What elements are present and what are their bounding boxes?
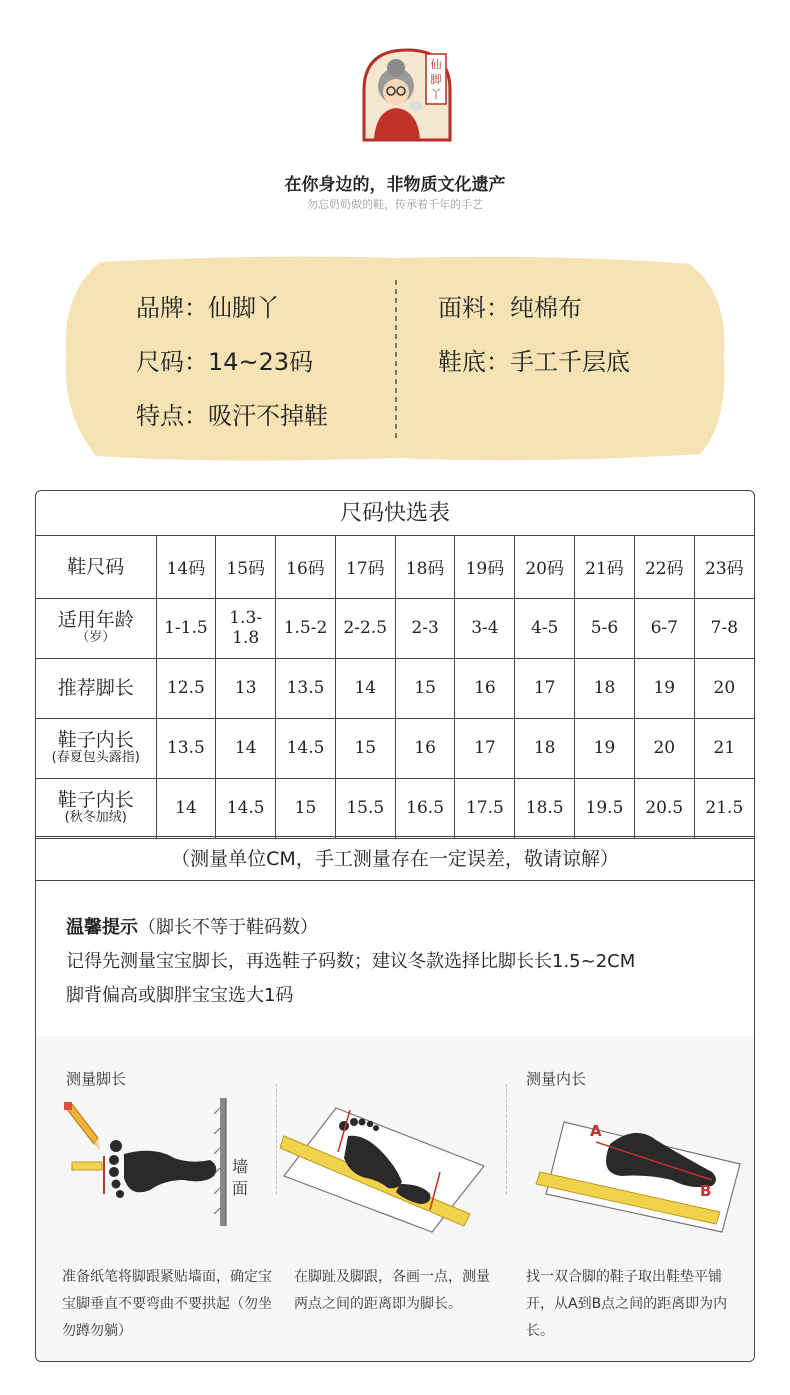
insole-measure-illustration — [526, 1100, 746, 1250]
point-a-label: A — [590, 1122, 602, 1140]
size-table-row — [36, 778, 754, 838]
size-cell: 14码 — [156, 536, 216, 598]
size-cell: 7-8 — [694, 598, 754, 658]
divider — [276, 1084, 277, 1194]
size-cell: 14.5 — [216, 778, 276, 838]
size-cell: 19.5 — [575, 778, 635, 838]
size-table — [36, 536, 754, 839]
size-cell: 19 — [575, 718, 635, 778]
size-cell: 18 — [515, 718, 575, 778]
size-table-row — [36, 598, 754, 658]
size-cell: 21 — [694, 718, 754, 778]
size-cell: 12.5 — [156, 658, 216, 718]
size-table-row — [36, 718, 754, 778]
measure-guide — [36, 1036, 754, 1362]
step-2-description: 在脚趾及脚跟，各画一点，测量两点之间的距离即为脚长。 — [294, 1269, 490, 1312]
row-label — [36, 658, 156, 718]
size-cell: 18.5 — [515, 778, 575, 838]
size-cell: 1.3-1.8 — [216, 598, 276, 658]
feature-text: 特点：吸汗不掉鞋 — [136, 402, 328, 430]
svg-text:仙: 仙 — [430, 58, 442, 71]
svg-text:丫: 丫 — [430, 88, 442, 101]
size-cell: 20 — [634, 718, 694, 778]
size-cell: 20码 — [515, 536, 575, 598]
size-cell: 4-5 — [515, 598, 575, 658]
tips-title-sub: （脚长不等于鞋码数） — [138, 917, 318, 938]
svg-text:脚: 脚 — [430, 73, 442, 86]
size-cell: 20 — [694, 658, 754, 718]
sole-text: 鞋底：手工千层底 — [438, 348, 630, 376]
size-cell: 2-3 — [395, 598, 455, 658]
size-cell: 15码 — [216, 536, 276, 598]
size-cell: 14 — [335, 658, 395, 718]
size-cell: 21码 — [575, 536, 635, 598]
row-label-sub: （岁） — [76, 630, 116, 645]
size-table-row — [36, 658, 754, 718]
size-cell: 17码 — [335, 536, 395, 598]
size-cell: 17 — [455, 718, 515, 778]
size-cell: 20.5 — [634, 778, 694, 838]
size-cell: 15.5 — [335, 778, 395, 838]
size-table-title: 尺码快选表 — [36, 491, 754, 536]
measure-foot-title: 测量脚长 — [66, 1070, 127, 1088]
size-cell: 15 — [395, 658, 455, 718]
measure-inner-title: 测量内长 — [526, 1070, 587, 1088]
wall-label-2: 面 — [232, 1179, 249, 1198]
size-cell: 1-1.5 — [156, 598, 216, 658]
measurement-note: （测量单位CM，手工测量存在一定误差，敬请谅解） — [36, 836, 754, 881]
size-cell: 14.5 — [276, 718, 336, 778]
size-cell: 18码 — [395, 536, 455, 598]
size-cell: 17 — [515, 658, 575, 718]
size-range-text: 尺码：14~23码 — [136, 348, 314, 376]
row-label-text: 鞋子内长 — [57, 729, 134, 751]
row-label-text: 鞋尺码 — [67, 555, 125, 578]
row-label-text: 鞋子内长 — [57, 789, 134, 811]
size-cell: 3-4 — [455, 598, 515, 658]
size-cell: 16 — [395, 718, 455, 778]
size-cell: 6-7 — [634, 598, 694, 658]
size-cell: 23码 — [694, 536, 754, 598]
size-cell: 19码 — [455, 536, 515, 598]
row-label — [36, 598, 156, 658]
size-cell: 22码 — [634, 536, 694, 598]
row-label-sub: (春夏包头露指) — [51, 750, 140, 765]
size-cell: 13.5 — [156, 718, 216, 778]
warm-tips — [66, 911, 635, 1013]
size-cell: 21.5 — [694, 778, 754, 838]
size-cell: 1.5-2 — [276, 598, 336, 658]
product-info-card — [60, 254, 730, 464]
row-label — [36, 718, 156, 778]
foot-on-paper-illustration — [280, 1096, 490, 1236]
size-cell: 16.5 — [395, 778, 455, 838]
size-cell: 16 — [455, 658, 515, 718]
size-cell: 15 — [276, 778, 336, 838]
tagline: 在你身边的，非物质文化遗产 — [284, 175, 506, 195]
step-1-description: 准备纸笔将脚跟紧贴墙面，确定宝宝脚垂直不要弯曲不要拱起（勿坐勿蹲勿躺） — [62, 1269, 272, 1339]
row-label-text: 推荐脚长 — [57, 677, 134, 699]
wall-label-1: 墙 — [232, 1157, 249, 1176]
point-b-label: B — [700, 1182, 712, 1200]
brand-text: 品牌：仙脚丫 — [136, 294, 280, 322]
size-cell: 5-6 — [575, 598, 635, 658]
subline: 勿忘奶奶做的鞋，传承着千年的手艺 — [307, 198, 483, 211]
size-cell: 18 — [575, 658, 635, 718]
material-text: 面料：纯棉布 — [438, 294, 582, 322]
size-chart-panel — [35, 490, 755, 1362]
brand-logo — [360, 46, 454, 144]
divider — [506, 1084, 507, 1194]
size-cell: 19 — [634, 658, 694, 718]
size-table-row — [36, 536, 754, 598]
size-cell: 15 — [335, 718, 395, 778]
size-cell: 14 — [216, 718, 276, 778]
tips-line-2: 脚背偏高或脚胖宝宝选大1码 — [66, 985, 294, 1006]
size-cell: 16码 — [276, 536, 336, 598]
size-cell: 13 — [216, 658, 276, 718]
tips-title: 温馨提示 — [66, 917, 138, 938]
size-cell: 17.5 — [455, 778, 515, 838]
row-label — [36, 536, 156, 598]
tips-line-1: 记得先测量宝宝脚长，再选鞋子码数；建议冬款选择比脚长长1.5~2CM — [66, 951, 636, 972]
size-cell: 13.5 — [276, 658, 336, 718]
row-label-sub: (秋冬加绒) — [64, 810, 127, 825]
row-label-text: 适用年龄 — [57, 609, 134, 631]
size-cell: 14 — [156, 778, 216, 838]
size-cell: 2-2.5 — [335, 598, 395, 658]
row-label — [36, 778, 156, 838]
step-3-description: 找一双合脚的鞋子取出鞋垫平铺开，从A到B点之间的距离即为内长。 — [526, 1269, 728, 1339]
